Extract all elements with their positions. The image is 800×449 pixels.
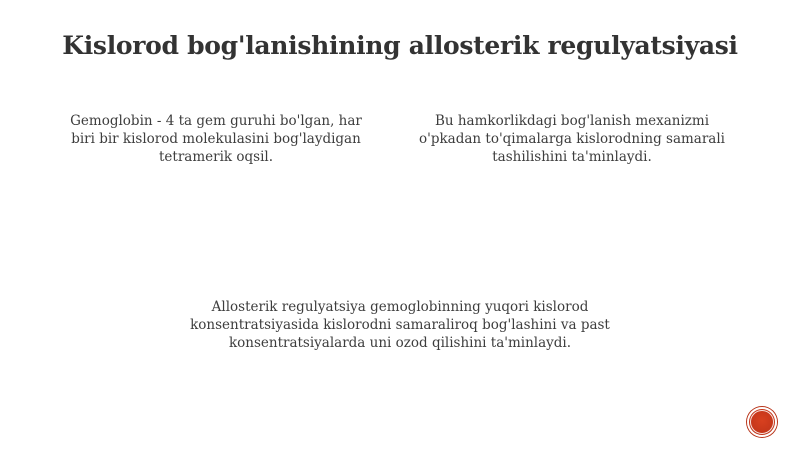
- slide-nav-button[interactable]: [747, 407, 777, 437]
- slide-title: Kislorod bog'lanishining allosterik regulyatsiyasi: [62, 31, 738, 60]
- right-text-block: Bu hamkorlikdagi bog'lanish mexanizmi o'pkadan to'qimalarga kislorodning samarali tashilishini ta'minlaydi.: [419, 113, 725, 165]
- bottom-text-block: Allosterik regulyatsiya gemoglobinning yuqori kislorod konsentratsiyasida kislorodni samaraliroq bog'lashini va past konsentratsiyalarda uni ozod qilishini ta'minlaydi.: [190, 299, 610, 351]
- left-text-block: Gemoglobin - 4 ta gem guruhi bo'lgan, har biri bir kislorod molekulasini bog'laydigan tetramerik oqsil.: [70, 113, 362, 165]
